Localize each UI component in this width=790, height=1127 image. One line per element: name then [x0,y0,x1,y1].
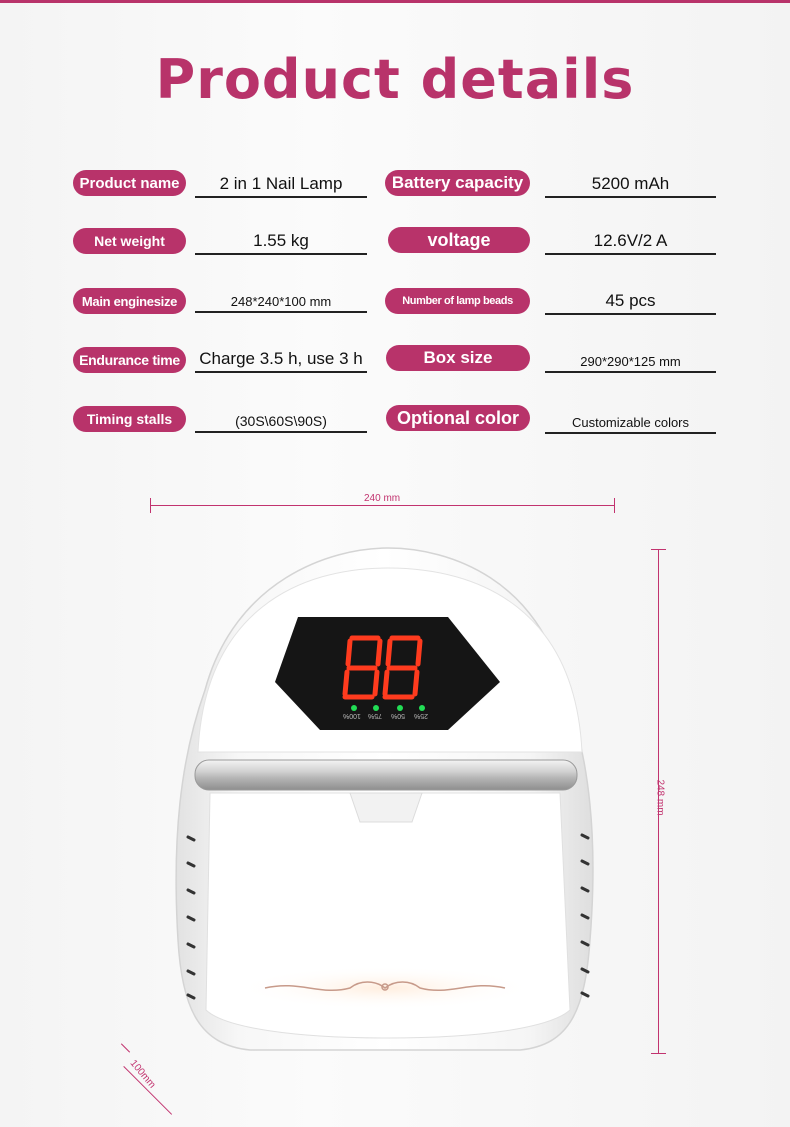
top-accent-bar [0,0,790,3]
width-dimension-line [150,505,615,506]
value-timing-stalls: (30S\60S\90S) [195,407,367,433]
level-label-75: 75% [368,712,383,719]
label-endurance-time: Endurance time [73,347,186,373]
label-lamp-beads: Number of lamp beads [385,288,530,314]
height-dimension-tick-bottom [651,1053,666,1054]
width-dimension-tick-left [150,498,151,513]
value-voltage: 12.6V/2 A [545,229,716,255]
nail-lamp-image [150,540,620,1060]
label-timing-stalls: Timing stalls [73,406,186,432]
value-lamp-beads: 45 pcs [545,289,716,315]
value-net-weight: 1.55 kg [195,229,367,255]
value-box-size: 290*290*125 mm [545,347,716,373]
label-main-engine-size: Main enginesize [73,288,186,314]
level-label-25: 25% [414,712,429,719]
page-title: Product details [155,48,635,111]
value-optional-color: Customizable colors [545,408,716,434]
level-label-50: 50% [391,712,406,719]
value-main-engine-size: 248*240*100 mm [195,287,367,313]
height-dimension-label: 248 mm [654,779,666,816]
label-product-name: Product name [73,170,186,196]
depth-dimension-tick-top [121,1043,130,1052]
value-battery-capacity: 5200 mAh [545,172,716,198]
value-endurance-time: Charge 3.5 h, use 3 h [195,347,367,373]
value-product-name: 2 in 1 Nail Lamp [195,172,367,198]
label-voltage: voltage [388,227,530,253]
label-battery-capacity: Battery capacity [385,170,530,196]
label-optional-color: Optional color [386,405,530,431]
width-dimension-label: 240 mm [364,493,401,504]
height-dimension-tick-top [651,549,666,550]
level-label-100: 100% [343,712,361,719]
depth-dimension-label: 100mm [127,1058,158,1091]
width-dimension-tick-right [614,498,615,513]
label-box-size: Box size [386,345,530,371]
label-net-weight: Net weight [73,228,186,254]
